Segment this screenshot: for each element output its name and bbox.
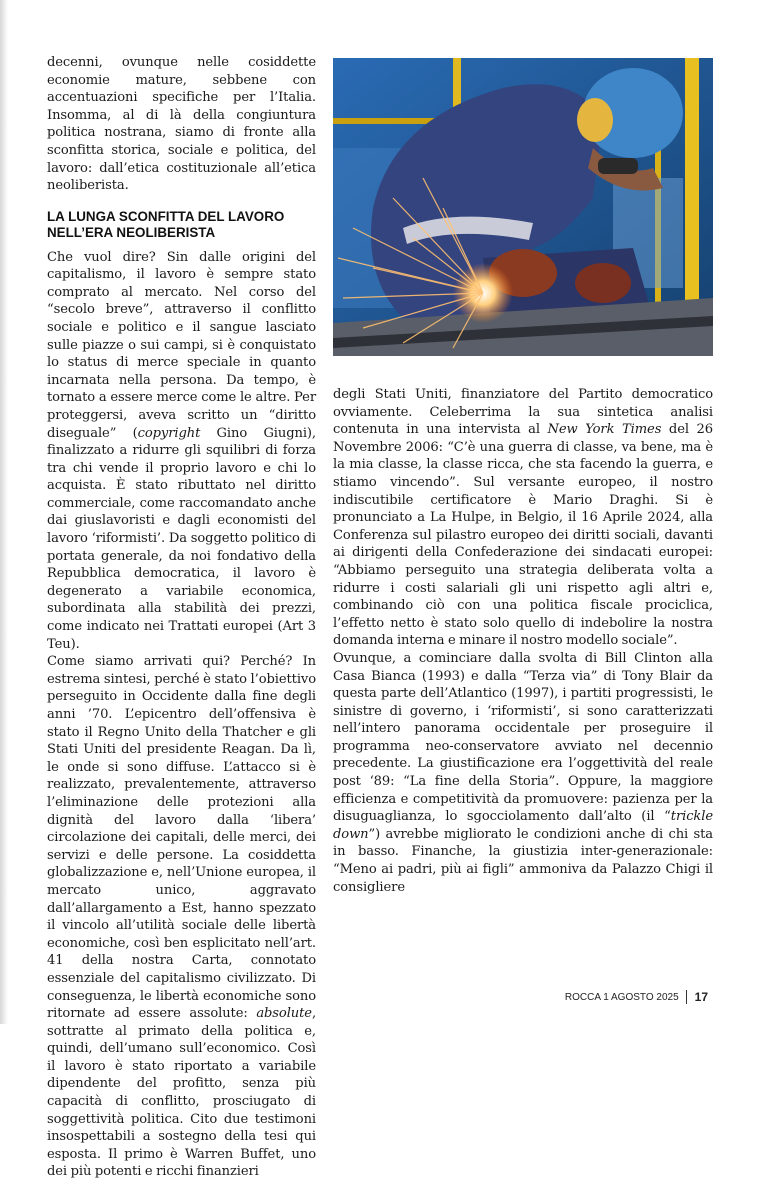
publication-info: ROCCA 1 AGOSTO 2025: [564, 991, 679, 1003]
paragraph-origins: Che vuol dire? Sin dalle origini del capitalismo, il lavoro è sempre stato comprato al mercato. Nel corso del “secolo breve”, attraverso il conflitto sociale e politico e il sangue lasciato sulle piazze o sui campi, si è conquistato lo status di merce speciale in quanto incarnata nella persona. Da tempo, è tornato a essere merce come le altre. Per proteggersi, aveva scritto un “diritto diseguale” (copyright Gino Giugni), finalizzato a ridurre gli squilibri di forza tra chi vende il proprio lavoro e chi lo acquista. È stato ributtato nel diritto commerciale, come raccomandato anche dai giuslavoristi e dagli economisti del lavoro ‘riformisti’. Da soggetto politico di portata generale, da noi fondativo della Repubblica democratica, il lavoro è degenerato a variabile economica, subordinata alla stabilità dei prezzi, come indicato nei Trattati europei (Art 3 Teu).: [47, 249, 316, 652]
paragraph-how-we-got-here: Come siamo arrivati qui? Perché? In estrema sintesi, perché è stato l’obiettivo perseguito in Occidente dalla fine degli anni ’70. L’epicentro dell’offensiva è stato il Regno Unito della Thatcher e gli Stati Uniti del presidente Reagan. Da lì, le onde si sono diffuse. L’attacco si è realizzato, prevalentemente, attraverso l’eliminazione delle protezioni alla dignità del lavoro dalla ‘libera’ circolazione dei capitali, delle merci, dei servizi e delle persone. La cosiddetta globalizzazione e, nell’Unione europea, il mercato unico, aggravato dall’allargamento a Est, hanno spezzato il vincolo all’utilità sociale delle libertà economiche, così ben esplicitato nell’art. 41 della nostra Carta, connotato essenziale del capitalismo civilizzato. Di conseguenza, le libertà economiche sono ritornate ad essere assolute: absolute, sottratte al primato della politica e, quindi, dell’umano sull’economico. Così il lavoro è stato riportato a variabile dipendente del profitto, senza più capacità di conflitto, prosciugato di soggettività politica. Cito due testimoni insospettabili a sostegno della tesi qui esposta. Il primo è Warren Buffet, uno dei più potenti e ricchi finanzieri: [47, 654, 316, 1180]
paragraph-intro: decenni, ovunque nelle cosiddette economie mature, sebbene con accentuazioni specifiche per l’Italia. Insomma, al di là della congiuntura politica nostrana, siamo di fronte alla sconfitta storica, sociale e politica, del lavoro: dall’etica costituzionale all’etica neoliberista.: [47, 55, 316, 194]
left-column: [47, 54, 316, 1181]
paragraph-buffett-draghi: degli Stati Uniti, finanziatore del Partito democratico ovviamente. Celeberrima la sua sintetica analisi contenuta in una intervista al New York Times del 26 Novembre 2006: “C’è una guerra di classe, va bene, ma è la mia classe, la classe ricca, che sta facendo la guerra, e stiamo vincendo”. Sul versante europeo, il nostro indiscutibile certificatore è Mario Draghi. Si è pronunciato a La Hulpe, in Belgio, il 16 Aprile 2024, alla Conferenza sul pilastro europeo dei diritti sociali, davanti ai dirigenti della Confederazione dei sindacati europei: “Abbiamo perseguito una strategia deliberata volta a ridurre i costi salariali gli uni rispetto agli altri e, combinando ciò con una politica fiscale prociclica, l’effetto netto è stato solo quello di indebolire la nostra domanda interna e minare il nostro modello sociale”.: [333, 387, 713, 649]
paragraph-third-way: Ovunque, a cominciare dalla svolta di Bill Clinton alla Casa Bianca (1993) e dalla “Terza via” di Tony Blair da questa parte dell’Atlantico (1997), i partiti progressisti, le sinistre di governo, i ‘riformisti’, si sono caratterizzati nell’intero panorama occidentale per proseguire il programma neo-conservatore avviato nel decennio precedente. La giustificazione era l’oggettività del reale post ‘89: “La fine della Storia”. Oppure, la maggiore efficienza e competitività da promuovere: pazienza per la disuguaglianza, lo sgocciolamento dall’alto (il “trickle down”) avrebbe migliorato le condizioni anche di chi sta in basso. Finanche, la giustizia inter-generazionale: “Meno ai padri, più ai figli” ammoniva da Palazzo Chigi il consigliere: [333, 650, 713, 895]
right-column: [333, 386, 713, 896]
page-footer: [565, 990, 708, 1004]
page-edge-shadow: [0, 0, 8, 1024]
welder-photo: [333, 58, 713, 356]
page-number: 17: [694, 990, 708, 1004]
section-heading: LA LUNGA SCONFITTA DEL LAVORO NELL’ERA NEOLIBERISTA: [47, 208, 285, 241]
footer-divider: [686, 990, 687, 1004]
